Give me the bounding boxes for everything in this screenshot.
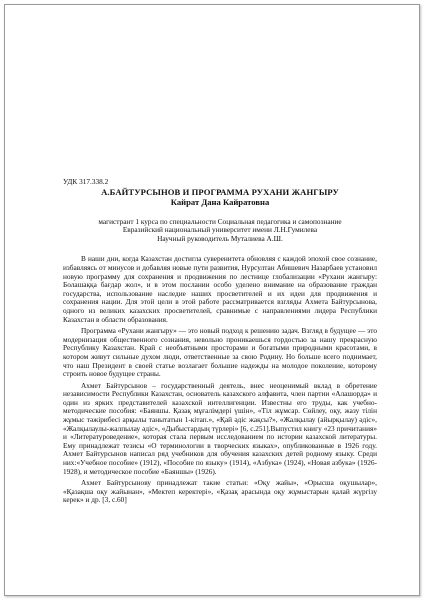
document-page — [4, 4, 420, 596]
article-body — [63, 178, 377, 505]
affiliation-line-1: магистрант 1 курса по специальности Социальная педагогика и самопознание — [98, 216, 342, 226]
udc-code: УДК 317.338.2 — [63, 177, 109, 186]
paragraph: Ахмет Байтурсынову принадлежат такие статьи: «Оқу жайы», «Орысша оқушылар», «Қазақша оқу жайынан», «Мектеп керектері», «Қазақ арасында оқу жұмыстарын қалай жүргізу керек» и др. [3, с.60] — [63, 478, 377, 505]
paragraph: Программа «Рухани жангыру» — это новый подход к решению задач. Взгляд в будущее — это модернизация общественного сознания, невольно проникаешься гордостью за нашу прекрасную Республику Казахстан. Край с необъятными просторами и богатыми природными красотами, в котором живут сильные духом люди, ответственные за свою Родину. Но больше всего поднимает, что наш Президент в своей статье возлагает большие надежды на молодое поколение, которому строить новое будущее страны. — [63, 326, 377, 379]
paragraph: Ахмет Байтурсынов – государственный деятель, внес неоценимый вклад в обретение независимости Республики Казахстан, основатель казахского алфавита, член партии «Алашорда» и один из ярких представителей казахской интеллигенции. Известны его труды, как учебно-методические пособия: «Баяншы. Қазақ мұғалімдері үшін», «Тіл жұмсар. Сөйлеу, оқу, жазу тілін жұмыс тәжірибесі арқылы танытатын 1-кітап.», «Қай әдіс жақсы?», «Жалқылау (айырқылау) әдіс», «Жалқылаулы-жалпылау әдіс», «Дыбыстардың түрлері» [6, с.251].Выпустил книгу «23 причитания» и «Литературоведение», которая стала первым исследованием по истории казахской литературы. Ему принадлежат тезисы «О терминологии в творческих языках», опубликованные в 1926 году. Ахмет Байтурсынов написал ряд учебников для обучения казахских детей родному языку. Среди них:«Учебное пособие» (1912), «Пособие по языку» (1914), «Азбука» (1924), «Новая азбука» (1926-1928), и методическое пособие «Баяншы» (1926). — [63, 380, 377, 476]
supervisor-line: Научный руководитель Муталиева А.Ш. — [157, 233, 283, 243]
author-name: Кайрат Дана Кайратовна — [170, 196, 270, 207]
paragraph: В наши дни, когда Казахстан достигла суверенитета обновляя с каждой эпохой свое сознание, избавляясь от минусов и добавляя новые пути развития, Нурсултан Абишевич Назарбаев установил новую программу для сохранения и продвижения по лестнице глобализации «Рухани жангыру: Болашаққа бағдар жол», и в этом послании особо уделено внимание на образование граждан государства, использование наследие наших просветителей и их идеи для продвижения и сохранения нации. Для этой цели в этой работе рассматривается взгляды Ахмета Байтурсынова, одного из великих казахских просветителей, сравнимые с направлениями лидера Республики Казахстан в области образования. — [63, 254, 377, 324]
article-title: А.БАЙТУРСЫНОВ И ПРОГРАММА РУХАНИ ЖАНГЫРУ — [101, 186, 339, 197]
affiliation-line-2: Евразийский национальный университет имени Л.Н.Гумилева — [122, 225, 318, 235]
